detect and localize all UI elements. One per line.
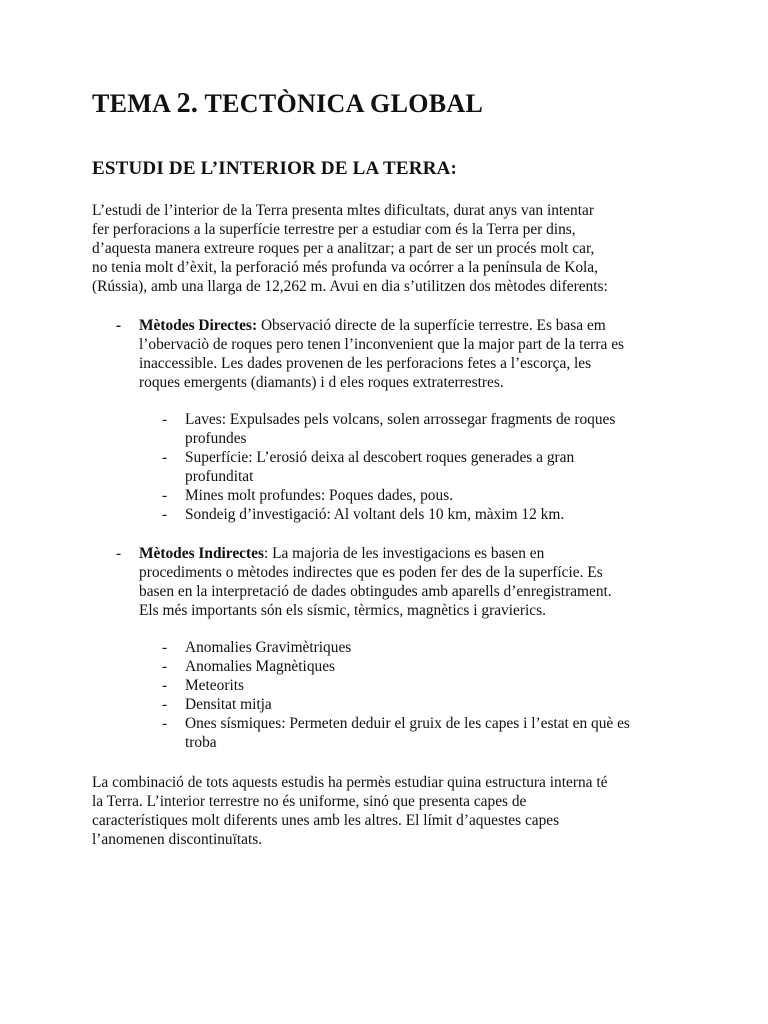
direct-methods-line: inaccessible. Les dades provenen de les perforacions fetes a l’escorça, les [139,355,592,372]
sub-item-line: profundes [185,430,247,447]
indirect-methods-item [116,544,684,620]
title-prefix: TEMA [92,89,177,118]
page-title [92,88,483,120]
sub-item-line: Anomalies Magnètiques [185,658,336,675]
bullet-dash: - [116,317,122,334]
indirect-methods-line: Els més importants són els sísmic, tèrmics, magnètics i gravierics. [139,602,546,619]
conclusion-paragraph [92,773,692,849]
sub-item-line: troba [185,734,217,751]
sub-list-item [162,676,244,695]
sub-list-item [162,410,616,448]
bullet-dash: - [162,696,168,713]
sub-item-line: Sondeig d’investigació: Al voltant dels 10 km, màxim 12 km. [185,506,565,523]
intro-line: (Rússia), amb una llarga de 12,262 m. Avui en dia s’utilitzen dos mètodes diferents: [92,278,608,295]
bullet-dash: - [162,449,168,466]
sub-item-line: Anomalies Gravimètriques [185,639,352,656]
title-number: 2. [176,88,199,119]
sub-item-line: Superfície: L’erosió deixa al descobert roques generades a gran [185,449,575,466]
bullet-dash: - [162,677,168,694]
bullet-dash: - [162,715,168,732]
sub-item-line: Meteorits [185,677,244,694]
bullet-dash: - [116,545,122,562]
conclusion-line: la Terra. L’interior terrestre no és uniforme, sinó que presenta capes de [92,793,527,810]
sub-list-item [162,448,575,486]
direct-methods-line: roques emergents (diamants) i d eles roques extraterrestres. [139,374,504,391]
sub-item-line: profunditat [185,468,254,485]
intro-line: L’estudi de l’interior de la Terra presenta mltes dificultats, durat anys van intentar [92,202,594,219]
bullet-dash: - [162,639,168,656]
intro-line: fer perforacions a la superfície terrestre per a estudiar com és la Terra per dins, [92,221,576,238]
bullet-dash: - [162,506,168,523]
sub-item-line: Densitat mitja [185,696,272,713]
bullet-dash: - [162,411,168,428]
sub-item-line: Mines molt profundes: Poques dades, pous. [185,487,454,504]
sub-list-item [162,486,454,505]
title-rest: TECTÒNICA GLOBAL [198,89,484,118]
intro-line: d’aquesta manera extreure roques per a analitzar; a part de ser un procés molt car, [92,240,595,257]
conclusion-line: característiques molt diferents unes amb les altres. El límit d’aquestes capes [92,812,560,829]
conclusion-line: La combinació de tots aquests estudis ha permès estudiar quina estructura interna té [92,774,608,791]
sub-list-item [162,505,565,524]
direct-methods-text: Observació directe de la superfície terrestre. Es basa em [257,317,606,334]
sub-item-line: Laves: Expulsades pels volcans, solen arrossegar fragments de roques [185,411,616,428]
intro-line: no tenia molt d’èxit, la perforació més profunda va ocórrer a la península de Kola, [92,259,598,276]
sub-item-line: Ones sísmiques: Permeten deduir el gruix de les capes i l’estat en què es [185,715,630,732]
section-heading: ESTUDI DE L’INTERIOR DE LA TERRA: [92,158,458,179]
conclusion-line: l’anomenen discontinuïtats. [92,831,263,848]
sub-list-item [162,714,630,752]
sub-list-item [162,638,352,657]
bullet-dash: - [162,658,168,675]
intro-paragraph [92,201,692,296]
indirect-methods-line: basen en la interpretació de dades obtingudes amb aparells d’enregistrament. [139,583,612,600]
direct-methods-term: Mètodes Directes: [139,317,258,334]
indirect-methods-line: procediments o mètodes indirectes que es poden fer des de la superfície. Es [139,564,603,581]
direct-methods-line: l’obervaciò de roques pero tenen l’inconvenient que la major part de la terra es [139,336,625,353]
bullet-dash: - [162,487,168,504]
indirect-methods-term: Mètodes Indirectes [139,545,264,562]
sub-list-item [162,695,272,714]
indirect-methods-text: : La majoria de les investigacions es basen en [263,545,545,562]
sub-list-item [162,657,336,676]
direct-methods-item [116,316,684,392]
